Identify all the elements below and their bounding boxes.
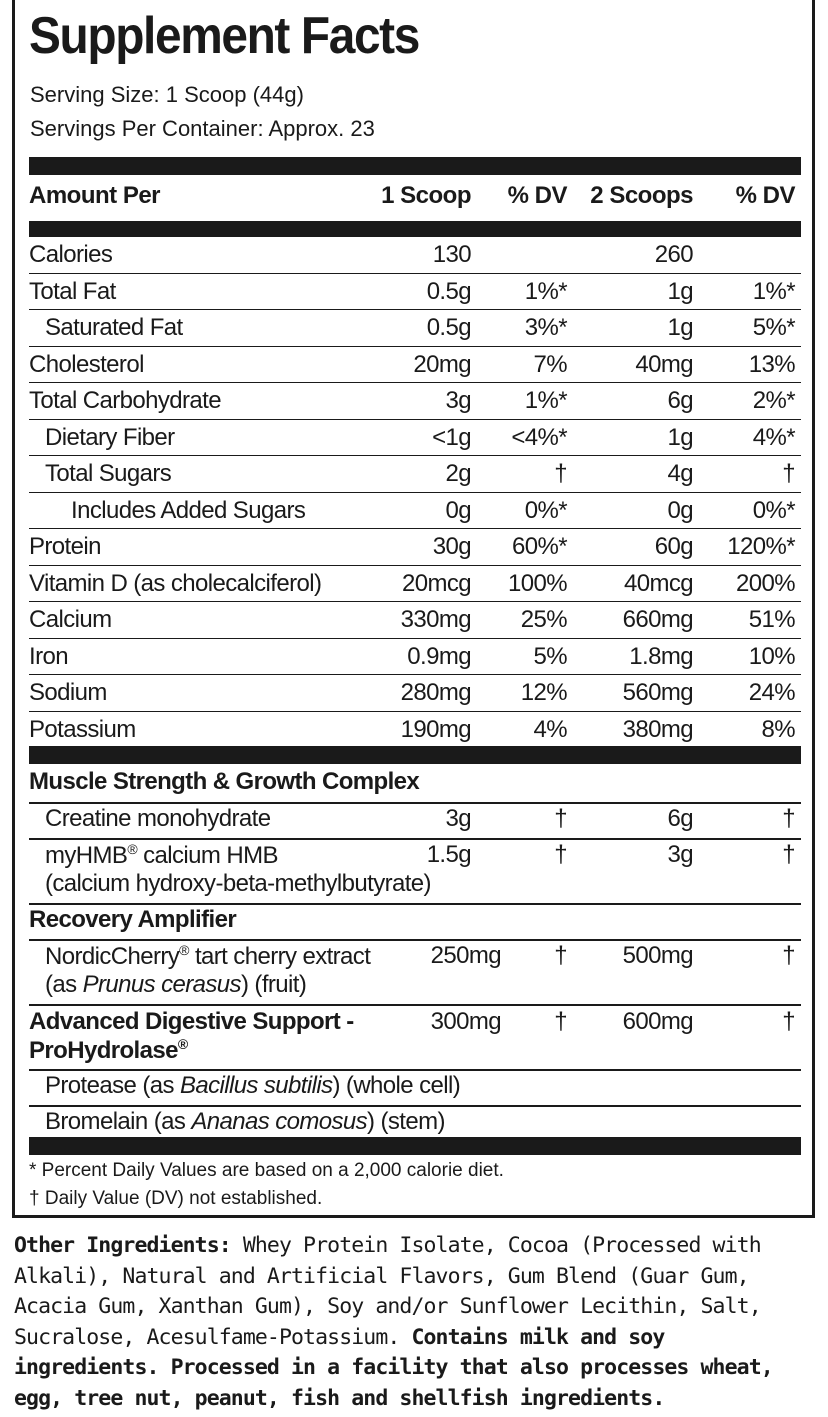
ingredient-subtext: (calcium hydroxy-beta-methylbutyrate) <box>45 870 431 897</box>
dv-2-scoops: † <box>782 460 795 487</box>
amount-1-scoop: 1.5g <box>426 841 471 868</box>
amount-2-scoops: 500mg <box>622 942 693 969</box>
serving-size: Serving Size: 1 Scoop (44g) <box>30 82 304 107</box>
nutrient-row <box>29 347 801 384</box>
dv-2-scoops: 8% <box>761 715 795 743</box>
blend-recovery-amplifier <box>29 906 801 940</box>
dv-1-scoop: † <box>554 841 567 868</box>
amount-2-scoops: 260 <box>654 241 693 268</box>
ingredient-name: myHMB® calcium HMB <box>45 841 278 869</box>
dv-2-scoops: † <box>782 841 795 868</box>
amount-2-scoops: 0g <box>667 496 693 524</box>
dv-2-scoops: 4%* <box>752 423 795 451</box>
amount-1-scoop: 300mg <box>430 1008 501 1035</box>
nutrient-row <box>29 602 801 639</box>
amount-1-scoop: 20mg <box>413 350 471 378</box>
dv-2-scoops: 0%* <box>752 496 795 524</box>
amount-2-scoops: 3g <box>667 841 693 868</box>
blend-title-2: ProHydrolase® <box>29 1036 188 1064</box>
amount-1-scoop: <1g <box>432 423 471 451</box>
amount-2-scoops: 380mg <box>622 715 693 743</box>
amount-1-scoop: 0.5g <box>426 277 471 305</box>
dv-2-scoops: † <box>782 805 795 832</box>
nutrient-name: Iron <box>29 642 68 670</box>
amount-1-scoop: 30g <box>432 533 471 560</box>
dv-1-scoop: 0%* <box>524 496 567 524</box>
amount-1-scoop: 130 <box>432 241 471 268</box>
dv-1-scoop: 100% <box>508 569 567 597</box>
divider-bar <box>29 746 801 764</box>
divider-bar <box>29 157 801 175</box>
footnote-percent-dv: * Percent Daily Values are based on a 2,000 calorie diet. <box>29 1160 504 1181</box>
amount-1-scoop: 330mg <box>400 606 471 633</box>
divider-line <box>29 1105 801 1107</box>
header-1-scoop: 1 Scoop <box>381 182 471 209</box>
nutrient-name: Vitamin D (as cholecalciferol) <box>29 569 322 597</box>
dv-1-scoop: 7% <box>533 350 567 378</box>
other-ingredients-text: Whey Protein Isolate, Cocoa (Processed with Alkali), Natural and Artificial Flavors, Gum Blend (Guar Gum, Acacia Gum, Xanthan Gum), Soy and/or Sunflower Lecithin, Salt, Sucralose, Acesulfame-Potassium. <box>14 1233 761 1350</box>
dv-2-scoops: 51% <box>748 606 795 633</box>
divider-line <box>29 939 801 941</box>
dv-1-scoop: 25% <box>520 606 567 633</box>
amount-1-scoop: 0.9mg <box>407 642 471 670</box>
header-amount-per: Amount Per <box>29 182 161 209</box>
nutrient-row <box>29 529 801 566</box>
amount-2-scoops: 4g <box>667 460 693 487</box>
divider-bar <box>29 221 801 237</box>
amount-1-scoop: 3g <box>445 805 471 832</box>
header-dv-1: % DV <box>507 182 567 209</box>
dv-1-scoop: 5% <box>533 642 567 670</box>
nutrient-name: Calcium <box>29 606 112 633</box>
amount-1-scoop: 3g <box>445 387 471 414</box>
amount-1-scoop: 190mg <box>400 715 471 743</box>
nutrient-name: Potassium <box>29 715 136 743</box>
nutrient-row <box>29 566 801 603</box>
dv-1-scoop: † <box>554 1008 567 1035</box>
ingredient-name: Protease (as Bacillus subtilis) (whole cell) <box>45 1072 461 1099</box>
nutrient-name: Dietary Fiber <box>45 423 175 451</box>
amount-2-scoops: 1g <box>667 423 693 451</box>
nutrient-name: Includes Added Sugars <box>71 496 306 524</box>
divider-line <box>29 1069 801 1071</box>
dv-1-scoop: 4% <box>533 715 567 743</box>
ingredient-name: Creatine monohydrate <box>45 805 271 832</box>
nutrient-name: Saturated Fat <box>45 314 183 341</box>
blend-item-creatine <box>29 805 801 839</box>
amount-2-scoops: 1g <box>667 314 693 341</box>
dv-1-scoop: 12% <box>520 679 567 706</box>
dv-1-scoop: 3%* <box>524 314 567 341</box>
nutrient-row <box>29 639 801 676</box>
blend-item-myhmb <box>29 841 801 903</box>
divider-line <box>29 1004 801 1006</box>
nutrient-name: Total Carbohydrate <box>29 387 221 414</box>
blend-title: Advanced Digestive Support - <box>29 1008 354 1035</box>
ingredient-name: NordicCherry® tart cherry extract <box>45 942 371 970</box>
nutrient-name: Protein <box>29 533 101 560</box>
nutrient-row <box>29 310 801 347</box>
header-dv-2: % DV <box>735 182 795 209</box>
nutrient-name: Total Fat <box>29 277 116 305</box>
dv-2-scoops: 200% <box>736 569 795 597</box>
divider-bar <box>29 1137 801 1155</box>
dv-2-scoops: 120%* <box>727 533 795 560</box>
dv-1-scoop: 60%* <box>512 533 567 560</box>
nutrient-row <box>29 274 801 311</box>
divider-line <box>29 903 801 905</box>
header-2-scoops: 2 Scoops <box>590 182 693 209</box>
nutrient-name: Cholesterol <box>29 350 144 378</box>
blend-item-protease <box>29 1072 801 1106</box>
dv-1-scoop: † <box>554 805 567 832</box>
dv-2-scoops: 2%* <box>752 387 795 414</box>
blend-digestive-support <box>29 1008 801 1070</box>
nutrient-row <box>29 456 801 493</box>
nutrient-name: Total Sugars <box>45 460 172 487</box>
amount-1-scoop: 0.5g <box>426 314 471 341</box>
amount-2-scoops: 1g <box>667 277 693 305</box>
amount-2-scoops: 6g <box>667 387 693 414</box>
nutrient-row <box>29 675 801 712</box>
amount-1-scoop: 20mcg <box>401 569 471 597</box>
amount-2-scoops: 60g <box>654 533 693 560</box>
amount-2-scoops: 1.8mg <box>629 642 693 670</box>
supplement-facts-panel <box>12 0 815 1218</box>
dv-2-scoops: † <box>782 1008 795 1035</box>
ingredient-subtext: (as Prunus cerasus) (fruit) <box>45 971 307 998</box>
label-title: Supplement Facts <box>29 7 419 65</box>
dv-2-scoops: 24% <box>748 679 795 706</box>
footnote-dagger: † Daily Value (DV) not established. <box>29 1188 323 1209</box>
dv-2-scoops: 10% <box>748 642 795 670</box>
amount-2-scoops: 40mcg <box>623 569 693 597</box>
nutrient-name: Calories <box>29 241 113 268</box>
dv-1-scoop: † <box>554 942 567 969</box>
amount-2-scoops: 40mg <box>635 350 693 378</box>
other-ingredients-label: Other Ingredients: <box>14 1233 231 1258</box>
column-header <box>29 178 801 218</box>
nutrient-row <box>29 712 801 749</box>
nutrient-table <box>29 237 801 748</box>
amount-1-scoop: 0g <box>445 496 471 524</box>
other-ingredients <box>14 1231 814 1414</box>
amount-2-scoops: 6g <box>667 805 693 832</box>
dv-1-scoop: 1%* <box>524 277 567 305</box>
blend-title: Recovery Amplifier <box>29 906 237 933</box>
divider-line <box>29 802 801 804</box>
nutrient-row <box>29 237 801 274</box>
allergen-statement: Contains milk and soy ingredients. Processed in a facility that also processes wheat, egg, tree nut, peanut, fish and shellfish ingredients. <box>14 1324 773 1411</box>
dv-2-scoops: 5%* <box>752 314 795 341</box>
amount-2-scoops: 600mg <box>622 1008 693 1035</box>
blend-item-nordiccherry <box>29 942 801 1004</box>
dv-1-scoop: <4%* <box>511 423 567 451</box>
amount-2-scoops: 560mg <box>622 679 693 706</box>
nutrient-row <box>29 420 801 457</box>
divider-line <box>29 838 801 840</box>
dv-2-scoops: 13% <box>748 350 795 378</box>
blend-muscle-strength <box>29 768 801 802</box>
blend-item-bromelain <box>29 1108 801 1138</box>
blend-title: Muscle Strength & Growth Complex <box>29 768 420 795</box>
dv-1-scoop: 1%* <box>524 387 567 414</box>
dv-2-scoops: † <box>782 942 795 969</box>
dv-2-scoops: 1%* <box>752 277 795 305</box>
amount-1-scoop: 280mg <box>400 679 471 706</box>
nutrient-name: Sodium <box>29 679 107 706</box>
amount-1-scoop: 250mg <box>430 942 501 969</box>
nutrient-row <box>29 493 801 530</box>
servings-per-container: Servings Per Container: Approx. 23 <box>30 116 375 141</box>
ingredient-name: Bromelain (as Ananas comosus) (stem) <box>45 1108 445 1135</box>
amount-2-scoops: 660mg <box>622 606 693 633</box>
amount-1-scoop: 2g <box>445 460 471 487</box>
nutrient-row <box>29 383 801 420</box>
dv-1-scoop: † <box>554 460 567 487</box>
